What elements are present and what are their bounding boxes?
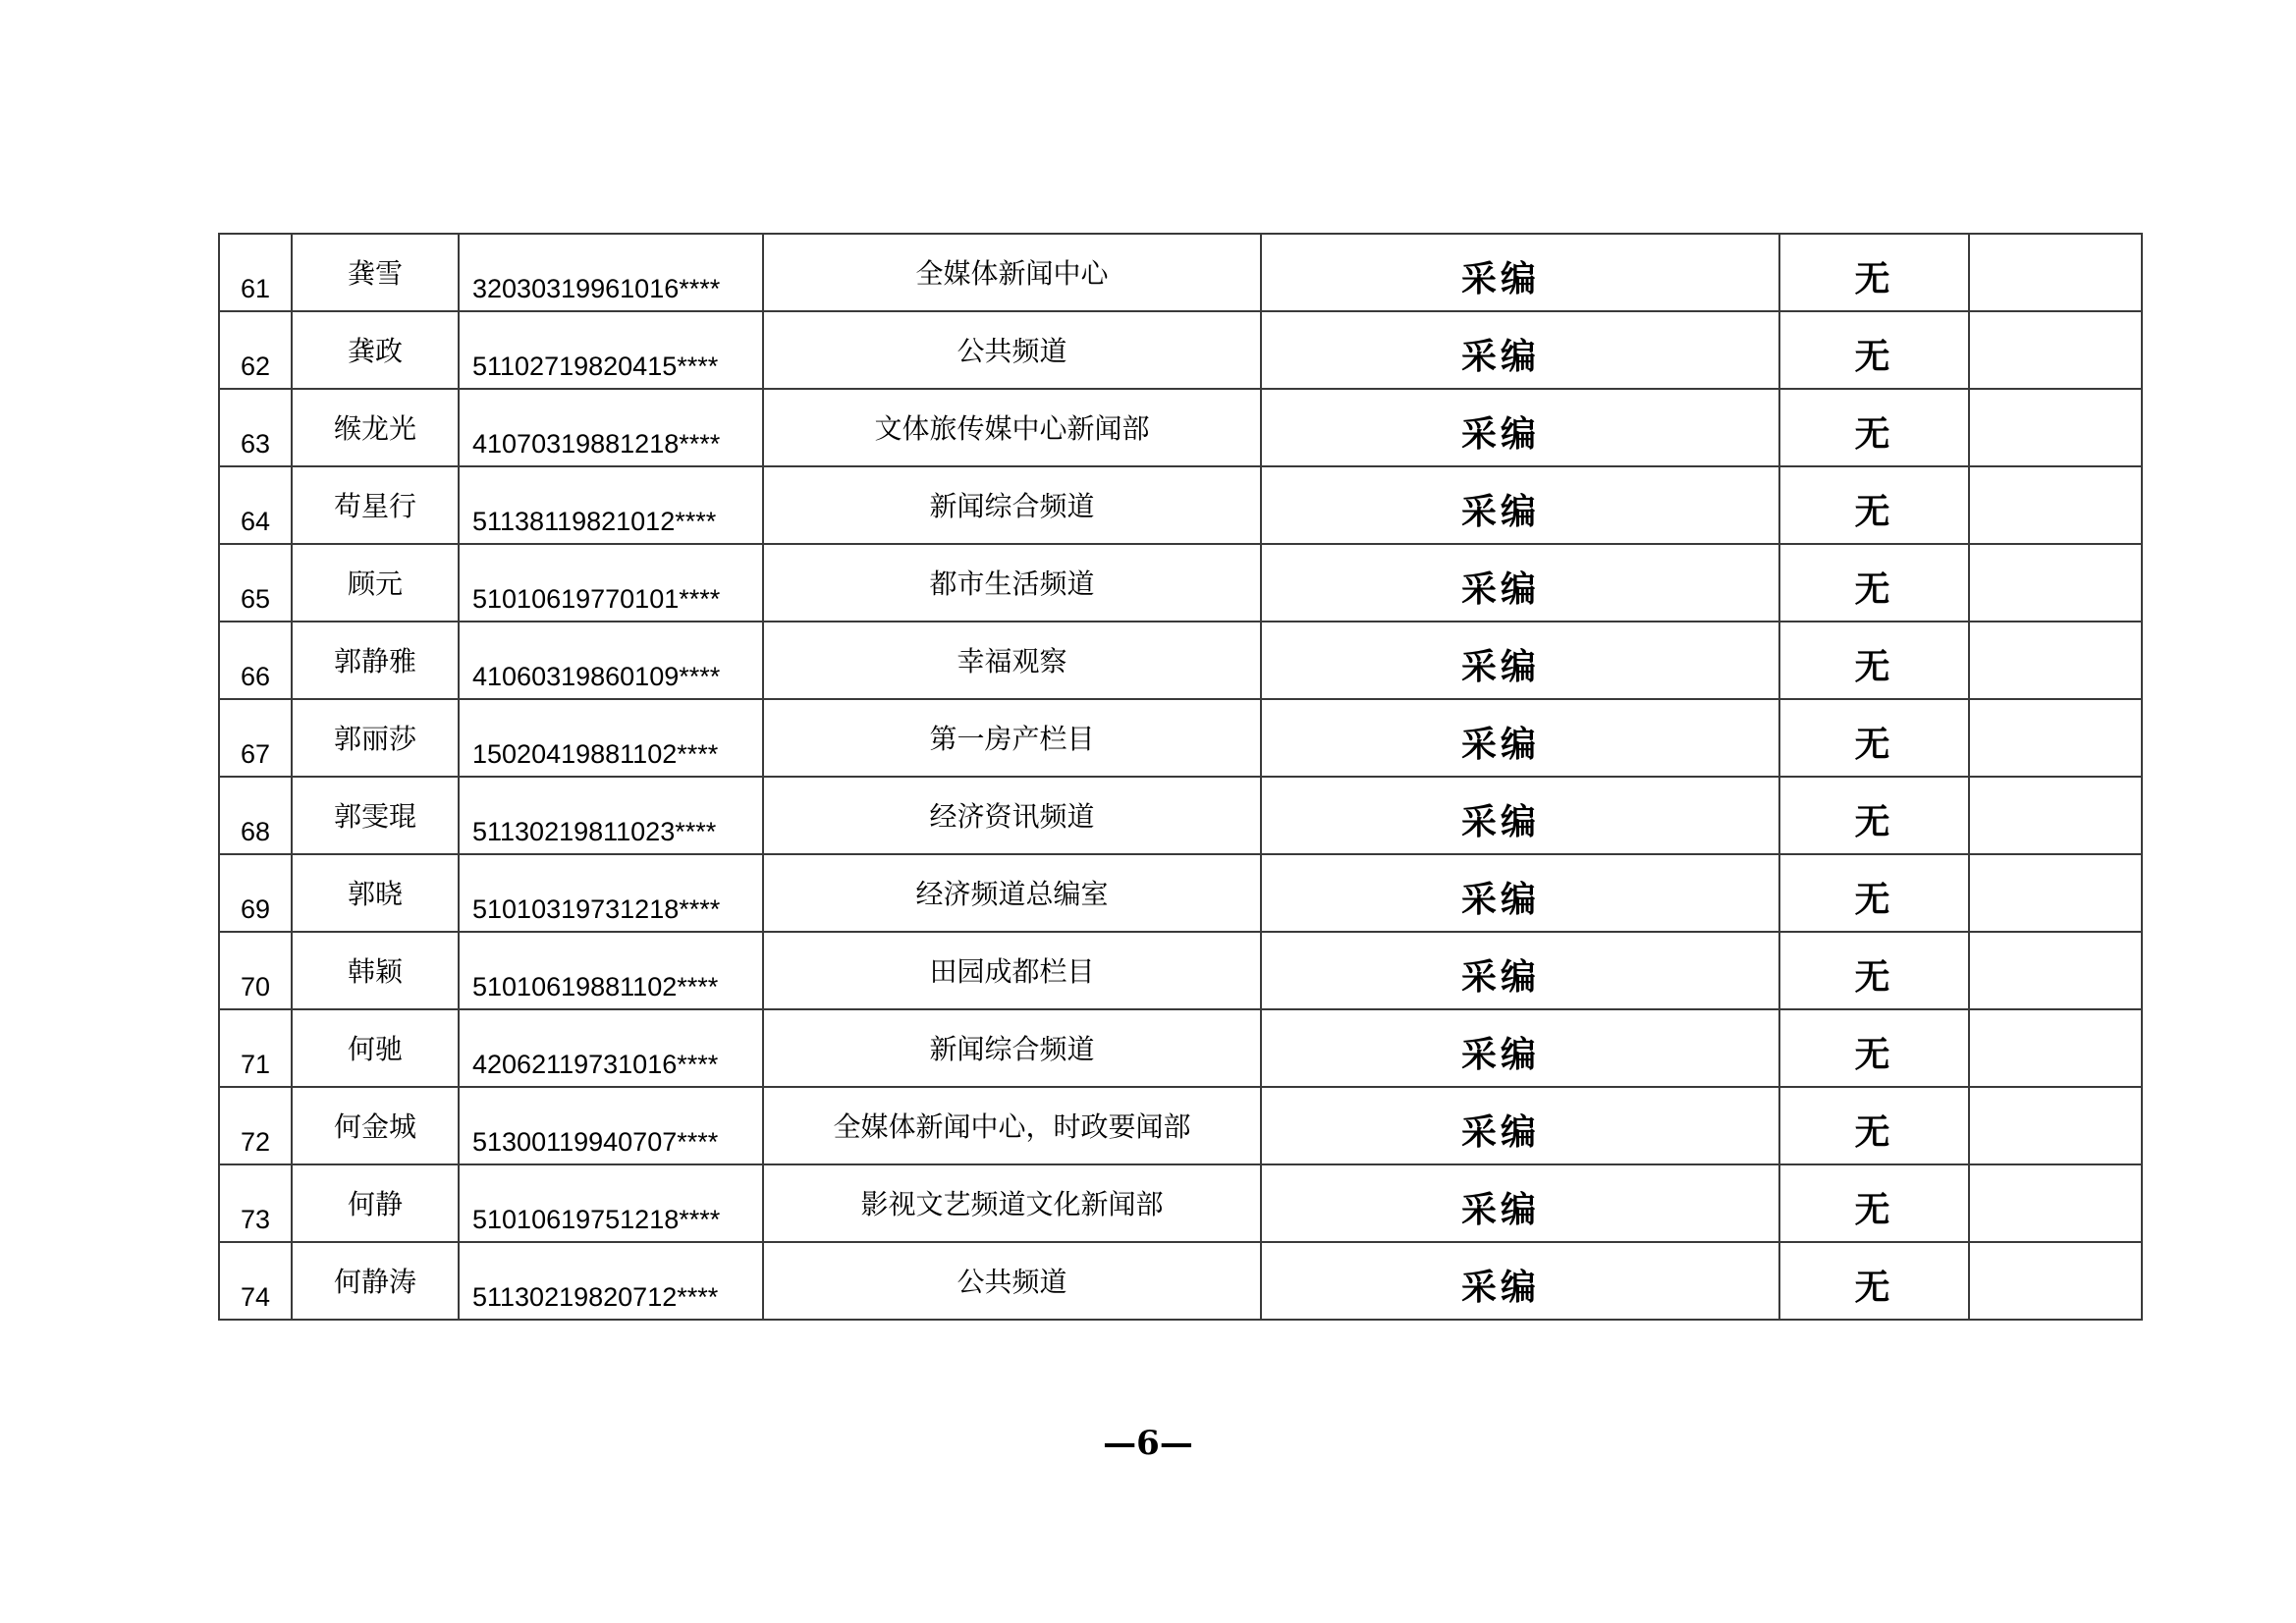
row-number: 68 bbox=[240, 817, 271, 846]
cell-department bbox=[763, 466, 1261, 544]
flag-value: 无 bbox=[1854, 802, 1894, 842]
cell-flag bbox=[1779, 466, 1969, 544]
cell-name bbox=[292, 544, 459, 622]
table-row bbox=[219, 1242, 2142, 1320]
department: 全媒体新闻中心，时政要闻部 bbox=[833, 1110, 1191, 1143]
cell-flag bbox=[1779, 1009, 1969, 1087]
cell-name bbox=[292, 854, 459, 932]
person-name: 顾元 bbox=[347, 568, 403, 600]
post-type: 采编 bbox=[1460, 802, 1540, 842]
flag-value: 无 bbox=[1854, 957, 1894, 998]
flag-value: 无 bbox=[1854, 880, 1894, 920]
person-name: 韩颖 bbox=[347, 955, 403, 988]
flag-value: 无 bbox=[1854, 259, 1894, 299]
table-row bbox=[219, 1164, 2142, 1242]
row-number: 66 bbox=[240, 662, 271, 691]
post-type: 采编 bbox=[1460, 337, 1540, 377]
department: 田园成都栏目 bbox=[929, 955, 1095, 988]
cell-id bbox=[459, 311, 763, 389]
post-type: 采编 bbox=[1460, 414, 1540, 455]
cell-flag bbox=[1779, 622, 1969, 699]
department: 第一房产栏目 bbox=[929, 723, 1095, 755]
cell-number bbox=[219, 1009, 292, 1087]
id-number: 51300119940707**** bbox=[472, 1127, 719, 1157]
table-row bbox=[219, 544, 2142, 622]
cell-id bbox=[459, 932, 763, 1009]
cell-note bbox=[1969, 389, 2142, 466]
cell-id bbox=[459, 389, 763, 466]
department: 经济频道总编室 bbox=[915, 878, 1109, 910]
person-name: 何静涛 bbox=[333, 1266, 416, 1298]
department: 新闻综合频道 bbox=[929, 490, 1095, 522]
cell-number bbox=[219, 389, 292, 466]
table-row bbox=[219, 932, 2142, 1009]
cell-note bbox=[1969, 1087, 2142, 1164]
cell-id bbox=[459, 234, 763, 311]
id-number: 51010619770101**** bbox=[472, 584, 721, 614]
page-number: —6— bbox=[1103, 1424, 1193, 1463]
table-row bbox=[219, 1009, 2142, 1087]
row-number: 67 bbox=[240, 739, 271, 769]
cell-name bbox=[292, 777, 459, 854]
row-number: 62 bbox=[240, 352, 271, 381]
id-number: 51010619881102**** bbox=[472, 972, 719, 1001]
row-number: 61 bbox=[240, 274, 271, 303]
department: 新闻综合频道 bbox=[929, 1033, 1095, 1065]
cell-note bbox=[1969, 699, 2142, 777]
cell-department bbox=[763, 1009, 1261, 1087]
cell-department bbox=[763, 1087, 1261, 1164]
department: 幸福观察 bbox=[957, 645, 1067, 677]
cell-flag bbox=[1779, 1242, 1969, 1320]
cell-flag bbox=[1779, 777, 1969, 854]
department: 公共频道 bbox=[957, 1266, 1067, 1298]
cell-note bbox=[1969, 854, 2142, 932]
cell-note bbox=[1969, 1242, 2142, 1320]
table-row bbox=[219, 389, 2142, 466]
department: 经济资讯频道 bbox=[929, 800, 1095, 833]
cell-post bbox=[1261, 389, 1779, 466]
cell-id bbox=[459, 1164, 763, 1242]
id-number: 51138119821012**** bbox=[472, 507, 717, 536]
cell-note bbox=[1969, 466, 2142, 544]
cell-name bbox=[292, 1164, 459, 1242]
cell-number bbox=[219, 1164, 292, 1242]
person-name: 苟星行 bbox=[333, 490, 416, 522]
cell-post bbox=[1261, 466, 1779, 544]
flag-value: 无 bbox=[1854, 1268, 1894, 1308]
table-row bbox=[219, 466, 2142, 544]
row-number: 63 bbox=[240, 429, 271, 459]
post-type: 采编 bbox=[1460, 1035, 1540, 1075]
flag-value: 无 bbox=[1854, 1112, 1894, 1153]
cell-flag bbox=[1779, 699, 1969, 777]
cell-number bbox=[219, 311, 292, 389]
cell-id bbox=[459, 777, 763, 854]
cell-note bbox=[1969, 932, 2142, 1009]
cell-id bbox=[459, 1242, 763, 1320]
post-type: 采编 bbox=[1460, 569, 1540, 610]
cell-post bbox=[1261, 622, 1779, 699]
id-number: 51102719820415**** bbox=[472, 352, 719, 381]
cell-name bbox=[292, 466, 459, 544]
person-name: 何金城 bbox=[333, 1110, 416, 1143]
cell-name bbox=[292, 234, 459, 311]
flag-value: 无 bbox=[1854, 337, 1894, 377]
cell-post bbox=[1261, 777, 1779, 854]
flag-value: 无 bbox=[1854, 569, 1894, 610]
cell-post bbox=[1261, 699, 1779, 777]
cell-department bbox=[763, 777, 1261, 854]
table-body bbox=[219, 234, 2142, 1320]
cell-flag bbox=[1779, 1087, 1969, 1164]
cell-flag bbox=[1779, 854, 1969, 932]
department: 全媒体新闻中心 bbox=[915, 257, 1109, 290]
cell-note bbox=[1969, 777, 2142, 854]
person-name: 龚政 bbox=[347, 335, 403, 367]
cell-note bbox=[1969, 622, 2142, 699]
post-type: 采编 bbox=[1460, 957, 1540, 998]
id-number: 41070319881218**** bbox=[472, 429, 721, 459]
person-name: 郭晓 bbox=[347, 878, 403, 910]
cell-id bbox=[459, 1087, 763, 1164]
person-name: 缑龙光 bbox=[333, 412, 416, 445]
post-type: 采编 bbox=[1460, 1268, 1540, 1308]
cell-post bbox=[1261, 1009, 1779, 1087]
cell-department bbox=[763, 932, 1261, 1009]
id-number: 51010319731218**** bbox=[472, 894, 721, 924]
cell-name bbox=[292, 311, 459, 389]
flag-value: 无 bbox=[1854, 1190, 1894, 1230]
cell-post bbox=[1261, 311, 1779, 389]
cell-id bbox=[459, 544, 763, 622]
cell-name bbox=[292, 1087, 459, 1164]
cell-flag bbox=[1779, 311, 1969, 389]
post-type: 采编 bbox=[1460, 880, 1540, 920]
cell-flag bbox=[1779, 389, 1969, 466]
post-type: 采编 bbox=[1460, 1112, 1540, 1153]
cell-flag bbox=[1779, 932, 1969, 1009]
cell-flag bbox=[1779, 234, 1969, 311]
cell-post bbox=[1261, 1087, 1779, 1164]
row-number: 73 bbox=[240, 1205, 271, 1234]
cell-number bbox=[219, 699, 292, 777]
flag-value: 无 bbox=[1854, 414, 1894, 455]
cell-department bbox=[763, 699, 1261, 777]
row-number: 70 bbox=[240, 972, 271, 1001]
person-name: 何驰 bbox=[347, 1033, 403, 1065]
table-row bbox=[219, 1087, 2142, 1164]
flag-value: 无 bbox=[1854, 492, 1894, 532]
cell-department bbox=[763, 622, 1261, 699]
table-row bbox=[219, 234, 2142, 311]
cell-number bbox=[219, 777, 292, 854]
cell-post bbox=[1261, 234, 1779, 311]
table-row bbox=[219, 777, 2142, 854]
id-number: 32030319961016**** bbox=[472, 274, 721, 303]
cell-id bbox=[459, 1009, 763, 1087]
id-number: 15020419881102**** bbox=[472, 739, 719, 769]
post-type: 采编 bbox=[1460, 492, 1540, 532]
person-name: 郭雯琨 bbox=[333, 800, 416, 833]
cell-note bbox=[1969, 544, 2142, 622]
cell-number bbox=[219, 544, 292, 622]
cell-number bbox=[219, 932, 292, 1009]
cell-number bbox=[219, 1087, 292, 1164]
row-number: 74 bbox=[240, 1282, 271, 1312]
post-type: 采编 bbox=[1460, 259, 1540, 299]
id-number: 42062119731016**** bbox=[472, 1050, 719, 1079]
flag-value: 无 bbox=[1854, 1035, 1894, 1075]
id-number: 41060319860109**** bbox=[472, 662, 721, 691]
cell-name bbox=[292, 1009, 459, 1087]
department: 公共频道 bbox=[957, 335, 1067, 367]
flag-value: 无 bbox=[1854, 647, 1894, 687]
table-row bbox=[219, 311, 2142, 389]
cell-department bbox=[763, 854, 1261, 932]
row-number: 65 bbox=[240, 584, 271, 614]
cell-department bbox=[763, 544, 1261, 622]
person-name: 郭丽莎 bbox=[333, 723, 416, 755]
cell-department bbox=[763, 1242, 1261, 1320]
cell-name bbox=[292, 932, 459, 1009]
personnel-table bbox=[218, 233, 2143, 1321]
cell-post bbox=[1261, 932, 1779, 1009]
cell-id bbox=[459, 466, 763, 544]
cell-note bbox=[1969, 1164, 2142, 1242]
cell-note bbox=[1969, 1009, 2142, 1087]
department: 文体旅传媒中心新闻部 bbox=[874, 412, 1150, 445]
cell-note bbox=[1969, 234, 2142, 311]
cell-flag bbox=[1779, 1164, 1969, 1242]
post-type: 采编 bbox=[1460, 1190, 1540, 1230]
cell-post bbox=[1261, 1242, 1779, 1320]
id-number: 51130219820712**** bbox=[472, 1282, 719, 1312]
flag-value: 无 bbox=[1854, 725, 1894, 765]
cell-id bbox=[459, 854, 763, 932]
cell-name bbox=[292, 699, 459, 777]
cell-post bbox=[1261, 1164, 1779, 1242]
cell-number bbox=[219, 854, 292, 932]
post-type: 采编 bbox=[1460, 647, 1540, 687]
table-row bbox=[219, 699, 2142, 777]
person-name: 何静 bbox=[347, 1188, 403, 1220]
person-name: 龚雪 bbox=[347, 257, 403, 290]
row-number: 71 bbox=[240, 1050, 271, 1079]
row-number: 64 bbox=[240, 507, 271, 536]
id-number: 51130219811023**** bbox=[472, 817, 717, 846]
department: 都市生活频道 bbox=[929, 568, 1095, 600]
cell-number bbox=[219, 466, 292, 544]
cell-number bbox=[219, 622, 292, 699]
table-row bbox=[219, 622, 2142, 699]
table-row bbox=[219, 854, 2142, 932]
cell-number bbox=[219, 1242, 292, 1320]
cell-name bbox=[292, 622, 459, 699]
cell-department bbox=[763, 311, 1261, 389]
cell-department bbox=[763, 389, 1261, 466]
cell-department bbox=[763, 234, 1261, 311]
post-type: 采编 bbox=[1460, 725, 1540, 765]
cell-id bbox=[459, 622, 763, 699]
cell-number bbox=[219, 234, 292, 311]
cell-name bbox=[292, 1242, 459, 1320]
cell-name bbox=[292, 389, 459, 466]
row-number: 69 bbox=[240, 894, 271, 924]
person-name: 郭静雅 bbox=[333, 645, 416, 677]
cell-post bbox=[1261, 544, 1779, 622]
cell-flag bbox=[1779, 544, 1969, 622]
department: 影视文艺频道文化新闻部 bbox=[860, 1188, 1164, 1220]
id-number: 51010619751218**** bbox=[472, 1205, 721, 1234]
cell-id bbox=[459, 699, 763, 777]
cell-post bbox=[1261, 854, 1779, 932]
cell-note bbox=[1969, 311, 2142, 389]
row-number: 72 bbox=[240, 1127, 271, 1157]
cell-department bbox=[763, 1164, 1261, 1242]
